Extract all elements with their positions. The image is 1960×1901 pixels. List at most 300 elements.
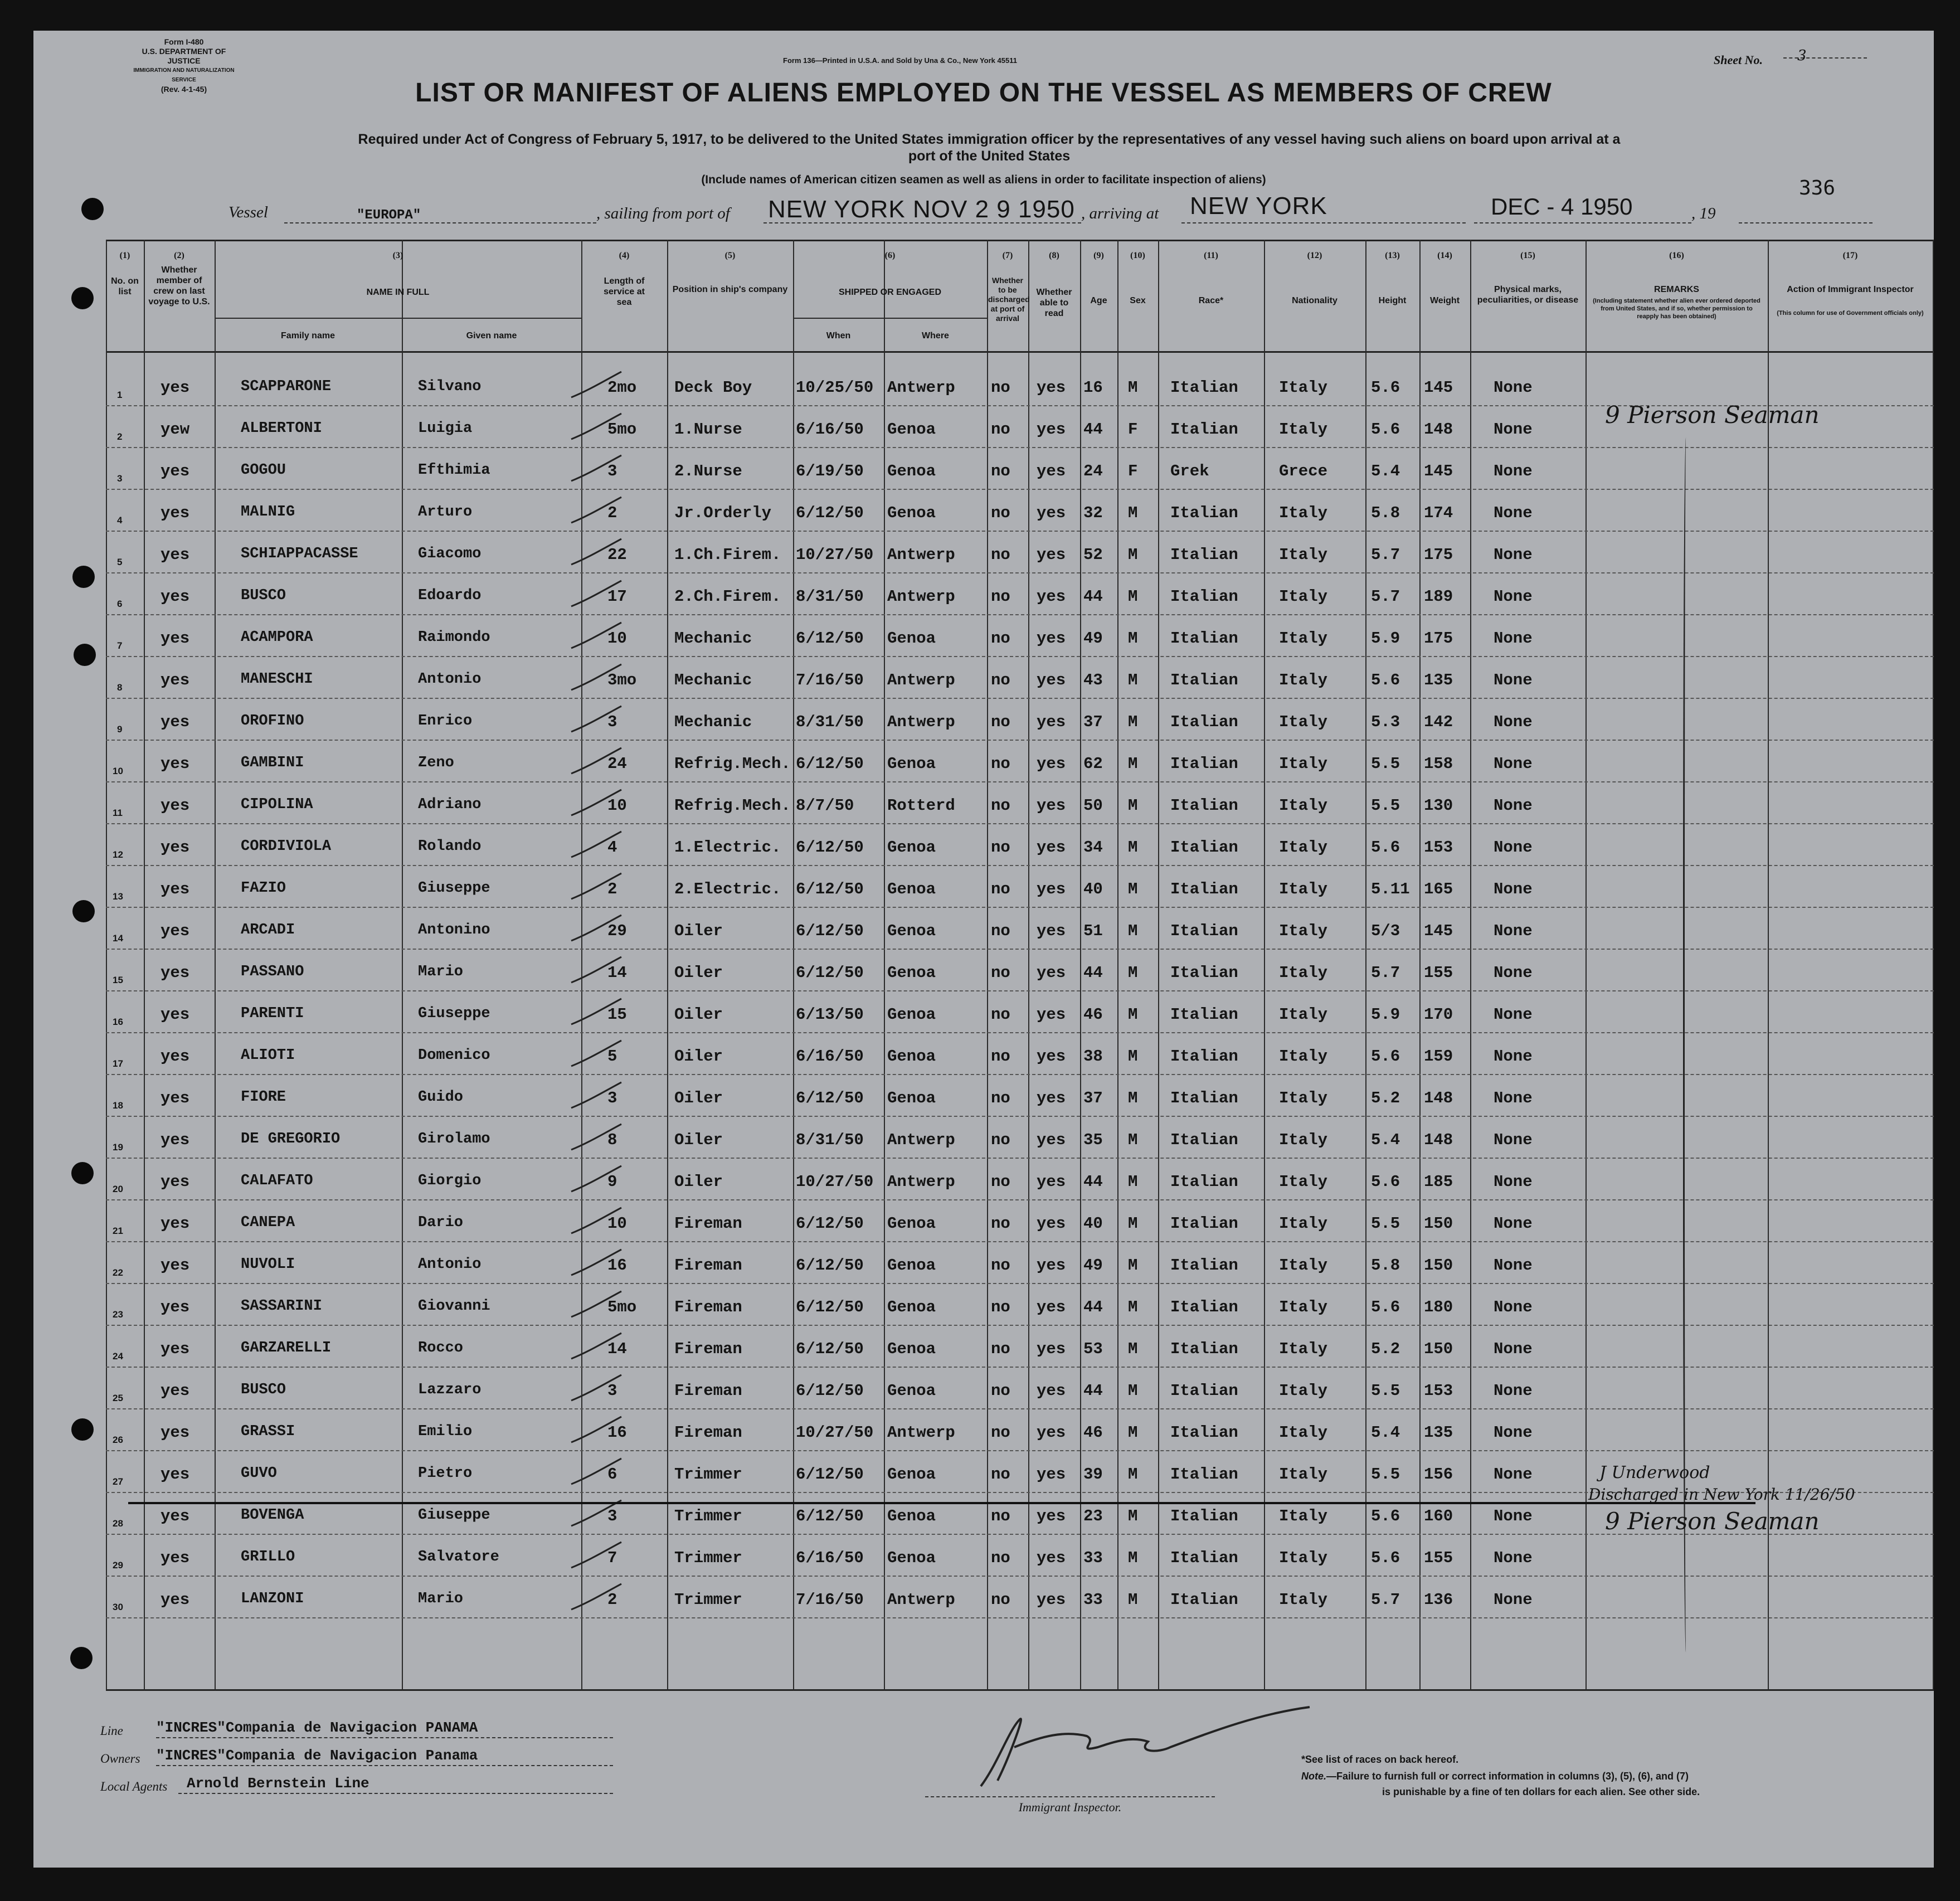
cell-age: 32 <box>1083 504 1103 522</box>
cell-service-length: 10 <box>607 629 627 648</box>
row-number: 21 <box>113 1226 123 1236</box>
cell-position: 2.Nurse <box>674 462 742 480</box>
col-num: (5) <box>724 251 736 260</box>
printer-line: Form 136—Printed in U.S.A. and Sold by Una & Co., New York 45511 <box>783 56 1017 65</box>
subtitle-act: Required under Act of Congress of February 5, 1917, to be delivered to the United States immigration officer by the representatives of any vessel having such aliens on board upon arrival at a port of the United States <box>358 132 1621 164</box>
table-row <box>33 1368 1934 1409</box>
col-header-no: No. on list <box>111 276 139 296</box>
table-row <box>33 992 1934 1033</box>
cell-position: Refrig.Mech. <box>674 796 791 815</box>
cell-prev: yes <box>161 1382 190 1400</box>
cell-race: Italian <box>1170 838 1238 857</box>
cell-family-name: DE GREGORIO <box>241 1131 341 1148</box>
cell-given-name: Rocco <box>418 1340 464 1357</box>
cell-family-name: CANEPA <box>241 1214 295 1231</box>
cell-age: 44 <box>1083 1173 1103 1191</box>
cell-prev: yew <box>161 420 190 439</box>
cell-given-name: Giorgio <box>418 1173 482 1189</box>
cell-given-name: Antonio <box>418 1256 482 1273</box>
cell-age: 37 <box>1083 713 1103 731</box>
cell-able-to-read: yes <box>1037 1173 1066 1191</box>
tick-mark <box>566 1581 627 1614</box>
department: U.S. DEPARTMENT OF JUSTICE <box>142 47 226 65</box>
cell-age: 44 <box>1083 420 1103 439</box>
cell-shipped-where: Genoa <box>887 838 936 857</box>
cell-weight: 160 <box>1424 1507 1453 1525</box>
cell-physical-marks: None <box>1494 1089 1533 1107</box>
row-number: 25 <box>113 1393 123 1403</box>
cell-sex: M <box>1128 755 1138 773</box>
cell-physical-marks: None <box>1494 1256 1533 1275</box>
cell-given-name: Mario <box>418 964 464 980</box>
cell-given-name: Giuseppe <box>418 1005 490 1022</box>
cell-service-length: 3 <box>607 1382 617 1400</box>
table-row <box>33 867 1934 908</box>
tick-mark <box>566 1330 627 1363</box>
col-num: (12) <box>1307 251 1322 260</box>
cell-height: 5.6 <box>1371 420 1400 439</box>
form-number: Form I-480 <box>164 37 204 46</box>
col-header-action-note: (This column for use of Government officials only) <box>1777 310 1924 317</box>
cell-given-name: Emilio <box>418 1423 473 1440</box>
cell-given-name: Guido <box>418 1089 464 1106</box>
cell-service-length: 2 <box>607 504 617 522</box>
cell-discharged: no <box>991 1173 1010 1191</box>
cell-age: 37 <box>1083 1089 1103 1107</box>
cell-prev: yes <box>161 1214 190 1233</box>
col-header-name: NAME IN FULL <box>366 288 430 297</box>
row-number: 1 <box>117 390 123 400</box>
col-num: (7) <box>1002 251 1013 260</box>
cell-prev: yes <box>161 796 190 815</box>
col-num: (2) <box>174 251 184 260</box>
cell-prev: yes <box>161 1340 190 1358</box>
cell-family-name: GRILLO <box>241 1549 295 1565</box>
tick-mark <box>566 1204 627 1238</box>
cell-discharged: no <box>991 755 1010 773</box>
table-row <box>33 783 1934 824</box>
cell-given-name: Adriano <box>418 796 482 813</box>
cell-race: Italian <box>1170 629 1238 648</box>
cell-shipped-when: 6/12/50 <box>796 1507 864 1525</box>
table-row <box>33 825 1934 866</box>
cell-shipped-where: Genoa <box>887 1340 936 1358</box>
cell-shipped-where: Genoa <box>887 1089 936 1107</box>
cell-able-to-read: yes <box>1037 462 1066 480</box>
cell-discharged: no <box>991 1131 1010 1149</box>
cell-nationality: Italy <box>1279 587 1328 606</box>
cell-family-name: BUSCO <box>241 587 286 604</box>
cell-weight: 165 <box>1424 880 1453 898</box>
cell-shipped-when: 10/27/50 <box>796 1423 874 1442</box>
sheet-number: 3 <box>1797 47 1807 64</box>
cell-prev: yes <box>161 880 190 898</box>
cell-weight: 155 <box>1424 1549 1453 1567</box>
cell-sex: M <box>1128 1382 1138 1400</box>
tick-mark <box>566 1372 627 1405</box>
cell-service-length: 14 <box>607 1340 627 1358</box>
col-header-position: Position in ship's company <box>672 285 788 294</box>
cell-service-length: 15 <box>607 1005 627 1024</box>
cell-position: Trimmer <box>674 1507 742 1525</box>
table-row <box>33 574 1934 615</box>
cell-given-name: Antonino <box>418 922 490 939</box>
cell-weight: 175 <box>1424 546 1453 564</box>
cell-discharged: no <box>991 1549 1010 1567</box>
cell-able-to-read: yes <box>1037 504 1066 522</box>
cell-race: Italian <box>1170 880 1238 898</box>
remark-row-27-signature: J Underwood <box>1599 1463 1710 1482</box>
cell-weight: 150 <box>1424 1256 1453 1275</box>
cell-service-length: 3mo <box>607 671 637 689</box>
cell-service-length: 3 <box>607 1089 617 1107</box>
table-row <box>33 1117 1934 1159</box>
cell-physical-marks: None <box>1494 462 1533 480</box>
cell-shipped-where: Antwerp <box>887 587 955 606</box>
row-number: 30 <box>113 1602 123 1612</box>
cell-discharged: no <box>991 546 1010 564</box>
table-row <box>33 616 1934 657</box>
cell-age: 44 <box>1083 964 1103 982</box>
cell-race: Italian <box>1170 1423 1238 1442</box>
cell-family-name: ARCADI <box>241 922 295 939</box>
cell-prev: yes <box>161 1256 190 1275</box>
row-number: 10 <box>113 766 123 776</box>
cell-sex: M <box>1128 1214 1138 1233</box>
cell-family-name: PARENTI <box>241 1005 304 1022</box>
table-row <box>33 1410 1934 1451</box>
cell-height: 5.6 <box>1371 378 1400 397</box>
cell-position: Trimmer <box>674 1465 742 1484</box>
cell-able-to-read: yes <box>1037 713 1066 731</box>
tick-mark <box>566 661 627 694</box>
cell-shipped-when: 8/7/50 <box>796 796 854 815</box>
cell-able-to-read: yes <box>1037 1549 1066 1567</box>
cell-prev: yes <box>161 587 190 606</box>
cell-given-name: Luigia <box>418 420 473 437</box>
cell-nationality: Italy <box>1279 1173 1328 1191</box>
cell-weight: 180 <box>1424 1298 1453 1316</box>
table-row <box>33 1076 1934 1117</box>
cell-shipped-where: Antwerp <box>887 713 955 731</box>
page-title: LIST OR MANIFEST OF ALIENS EMPLOYED ON THE VESSEL AS MEMBERS OF CREW <box>415 78 1552 108</box>
cell-given-name: Salvatore <box>418 1549 499 1565</box>
table-row <box>33 1243 1934 1284</box>
tick-mark <box>566 577 627 611</box>
cell-race: Italian <box>1170 504 1238 522</box>
cell-nationality: Italy <box>1279 1298 1328 1316</box>
cell-age: 33 <box>1083 1549 1103 1567</box>
cell-family-name: SCHIAPPACASSE <box>241 546 358 562</box>
cell-sex: M <box>1128 1298 1138 1316</box>
tick-mark <box>566 912 627 945</box>
cell-height: 5.5 <box>1371 755 1400 773</box>
cell-service-length: 5mo <box>607 420 637 439</box>
cell-weight: 148 <box>1424 1089 1453 1107</box>
inspector-signature <box>947 1697 1338 1797</box>
cell-height: 5.6 <box>1371 1047 1400 1066</box>
cell-race: Italian <box>1170 922 1238 940</box>
cell-nationality: Italy <box>1279 755 1328 773</box>
cell-family-name: CALAFATO <box>241 1173 313 1189</box>
cell-position: Fireman <box>674 1214 742 1233</box>
cell-nationality: Italy <box>1279 880 1328 898</box>
cell-service-length: 29 <box>607 922 627 940</box>
cell-given-name: Giacomo <box>418 546 482 562</box>
cell-sex: M <box>1128 504 1138 522</box>
remark-row-27: Discharged in New York 11/26/50 <box>1588 1485 1855 1504</box>
cell-shipped-where: Genoa <box>887 1256 936 1275</box>
cell-position: Fireman <box>674 1423 742 1442</box>
cell-service-length: 9 <box>607 1173 617 1191</box>
cell-weight: 136 <box>1424 1591 1453 1609</box>
cell-shipped-when: 10/27/50 <box>796 546 874 564</box>
row-number: 11 <box>113 808 123 818</box>
cell-nationality: Italy <box>1279 1465 1328 1484</box>
cell-position: Oiler <box>674 922 723 940</box>
cell-service-length: 14 <box>607 964 627 982</box>
tick-mark <box>566 1413 627 1447</box>
cell-given-name: Dario <box>418 1214 464 1231</box>
cell-sex: M <box>1128 713 1138 731</box>
cell-physical-marks: None <box>1494 546 1533 564</box>
cell-physical-marks: None <box>1494 880 1533 898</box>
cell-sex: M <box>1128 1131 1138 1149</box>
cell-shipped-where: Genoa <box>887 1298 936 1316</box>
cell-discharged: no <box>991 1214 1010 1233</box>
row-number: 8 <box>117 682 123 693</box>
row-number: 12 <box>113 849 123 860</box>
cell-nationality: Italy <box>1279 964 1328 982</box>
cell-shipped-where: Genoa <box>887 462 936 480</box>
row-number: 14 <box>113 933 123 944</box>
cell-sex: M <box>1128 629 1138 648</box>
row-number: 4 <box>117 515 123 526</box>
cell-prev: yes <box>161 462 190 480</box>
cell-age: 44 <box>1083 1382 1103 1400</box>
table-row <box>33 908 1934 950</box>
cell-shipped-where: Genoa <box>887 755 936 773</box>
manifest-sheet <box>33 31 1934 1868</box>
cell-able-to-read: yes <box>1037 796 1066 815</box>
cell-able-to-read: yes <box>1037 671 1066 689</box>
cell-weight: 189 <box>1424 587 1453 606</box>
cell-shipped-where: Antwerp <box>887 1173 955 1191</box>
line-value: "INCRES"Compania de Navigacion PANAMA <box>156 1719 478 1736</box>
cell-family-name: CORDIVIOLA <box>241 838 332 855</box>
cell-physical-marks: None <box>1494 796 1533 815</box>
cell-weight: 130 <box>1424 796 1453 815</box>
tick-mark <box>566 1246 627 1280</box>
cell-nationality: Italy <box>1279 1256 1328 1275</box>
cell-shipped-when: 10/27/50 <box>796 1173 874 1191</box>
cell-shipped-where: Antwerp <box>887 671 955 689</box>
cell-shipped-when: 6/12/50 <box>796 1256 864 1275</box>
table-row <box>33 1159 1934 1200</box>
cell-age: 40 <box>1083 880 1103 898</box>
cell-position: 2.Electric. <box>674 880 781 898</box>
cell-family-name: ALBERTONI <box>241 420 322 437</box>
row-number: 6 <box>117 599 123 609</box>
cell-shipped-when: 6/16/50 <box>796 1549 864 1567</box>
cell-discharged: no <box>991 880 1010 898</box>
cell-weight: 156 <box>1424 1465 1453 1484</box>
cell-weight: 170 <box>1424 1005 1453 1024</box>
table-row <box>33 1535 1934 1577</box>
tick-mark <box>566 745 627 778</box>
cell-shipped-where: Genoa <box>887 922 936 940</box>
cell-height: 5.7 <box>1371 546 1400 564</box>
cell-able-to-read: yes <box>1037 922 1066 940</box>
cell-physical-marks: None <box>1494 420 1533 439</box>
cell-able-to-read: yes <box>1037 964 1066 982</box>
cell-family-name: ACAMPORA <box>241 629 313 646</box>
col-header-prev-voyage: Whether member of crew on last voyage to U.S. <box>148 265 210 307</box>
cell-age: 50 <box>1083 796 1103 815</box>
cell-service-length: 8 <box>607 1131 617 1149</box>
cell-sex: M <box>1128 378 1138 397</box>
row-number: 22 <box>113 1267 123 1278</box>
cell-age: 16 <box>1083 378 1103 397</box>
col-header-action: Action of Immigrant Inspector <box>1787 285 1914 294</box>
cell-prev: yes <box>161 713 190 731</box>
row-number: 3 <box>117 473 123 484</box>
table-row <box>33 1285 1934 1326</box>
cell-prev: yes <box>161 964 190 982</box>
table-row <box>33 1326 1934 1368</box>
arriving-port: NEW YORK <box>1190 192 1327 220</box>
cell-nationality: Italy <box>1279 1423 1328 1442</box>
cell-race: Italian <box>1170 1298 1238 1316</box>
cell-able-to-read: yes <box>1037 1465 1066 1484</box>
col-header-weight: Weight <box>1429 296 1460 305</box>
cell-given-name: Giovanni <box>418 1298 490 1315</box>
cell-race: Italian <box>1170 420 1238 439</box>
table-row <box>33 741 1934 782</box>
col-num: (6) <box>884 251 896 260</box>
cell-shipped-when: 10/25/50 <box>796 378 874 397</box>
cell-race: Italian <box>1170 755 1238 773</box>
cell-discharged: no <box>991 1423 1010 1442</box>
cell-able-to-read: yes <box>1037 880 1066 898</box>
cell-discharged: no <box>991 1382 1010 1400</box>
cell-sex: M <box>1128 964 1138 982</box>
cell-able-to-read: yes <box>1037 587 1066 606</box>
cell-physical-marks: None <box>1494 838 1533 857</box>
cell-sex: M <box>1128 671 1138 689</box>
cell-family-name: PASSANO <box>241 964 304 980</box>
cell-height: 5.7 <box>1371 587 1400 606</box>
cell-discharged: no <box>991 1340 1010 1358</box>
cell-age: 46 <box>1083 1423 1103 1442</box>
cell-weight: 145 <box>1424 922 1453 940</box>
cell-discharged: no <box>991 462 1010 480</box>
row-number: 28 <box>113 1518 123 1529</box>
cell-service-length: 5 <box>607 1047 617 1066</box>
cell-nationality: Italy <box>1279 1214 1328 1233</box>
table-bottom-rule <box>106 1689 1934 1691</box>
cell-race: Italian <box>1170 1465 1238 1484</box>
cell-height: 5.8 <box>1371 504 1400 522</box>
cell-shipped-where: Genoa <box>887 1465 936 1484</box>
cell-able-to-read: yes <box>1037 1423 1066 1442</box>
cell-prev: yes <box>161 629 190 648</box>
cell-able-to-read: yes <box>1037 1047 1066 1066</box>
cell-height: 5.5 <box>1371 1465 1400 1484</box>
row-number: 2 <box>117 431 123 442</box>
col-header-height: Height <box>1378 296 1407 305</box>
cell-position: 1.Nurse <box>674 420 742 439</box>
cell-physical-marks: None <box>1494 378 1533 397</box>
cell-age: 23 <box>1083 1507 1103 1525</box>
tick-mark <box>566 786 627 820</box>
cell-age: 44 <box>1083 587 1103 606</box>
cell-nationality: Italy <box>1279 838 1328 857</box>
cell-shipped-when: 6/16/50 <box>796 1047 864 1066</box>
cell-given-name: Arturo <box>418 504 473 521</box>
col-num: (3) <box>392 251 403 260</box>
cell-shipped-where: Antwerp <box>887 1591 955 1609</box>
cell-able-to-read: yes <box>1037 838 1066 857</box>
cell-family-name: MANESCHI <box>241 671 313 688</box>
row-number: 15 <box>113 975 123 985</box>
cell-prev: yes <box>161 755 190 773</box>
table-row <box>33 950 1934 991</box>
cell-shipped-where: Genoa <box>887 1005 936 1024</box>
row-number: 18 <box>113 1100 123 1111</box>
cell-nationality: Italy <box>1279 1507 1328 1525</box>
cell-able-to-read: yes <box>1037 1507 1066 1525</box>
cell-position: 2.Ch.Firem. <box>674 587 781 606</box>
cell-physical-marks: None <box>1494 964 1533 982</box>
cell-prev: yes <box>161 922 190 940</box>
cell-age: 44 <box>1083 1298 1103 1316</box>
cell-physical-marks: None <box>1494 713 1533 731</box>
cell-service-length: 2mo <box>607 378 637 397</box>
cell-position: Refrig.Mech. <box>674 755 791 773</box>
cell-race: Italian <box>1170 587 1238 606</box>
cell-able-to-read: yes <box>1037 1256 1066 1275</box>
row-number: 20 <box>113 1184 123 1194</box>
cell-family-name: MALNIG <box>241 504 295 521</box>
cell-service-length: 2 <box>607 1591 617 1609</box>
cell-prev: yes <box>161 378 190 397</box>
cell-able-to-read: yes <box>1037 755 1066 773</box>
col-num: (17) <box>1842 251 1858 260</box>
cell-position: Oiler <box>674 1047 723 1066</box>
cell-discharged: no <box>991 420 1010 439</box>
cell-given-name: Pietro <box>418 1465 473 1482</box>
col-header-discharged: Whether to be discharged at port of arrival <box>988 276 1030 323</box>
cell-age: 39 <box>1083 1465 1103 1484</box>
cell-nationality: Italy <box>1279 1591 1328 1609</box>
cell-position: Trimmer <box>674 1591 742 1609</box>
row-number: 16 <box>113 1017 123 1027</box>
cell-shipped-where: Genoa <box>887 504 936 522</box>
tick-mark <box>566 870 627 903</box>
cell-shipped-when: 6/12/50 <box>796 1465 864 1484</box>
cell-physical-marks: None <box>1494 504 1533 522</box>
cell-prev: yes <box>161 838 190 857</box>
cell-shipped-where: Genoa <box>887 420 936 439</box>
cell-nationality: Italy <box>1279 1005 1328 1024</box>
cell-family-name: SASSARINI <box>241 1298 322 1315</box>
cell-position: Mechanic <box>674 671 752 689</box>
cell-shipped-when: 8/31/50 <box>796 713 864 731</box>
cell-discharged: no <box>991 1298 1010 1316</box>
tick-mark <box>566 410 627 444</box>
cell-discharged: no <box>991 629 1010 648</box>
